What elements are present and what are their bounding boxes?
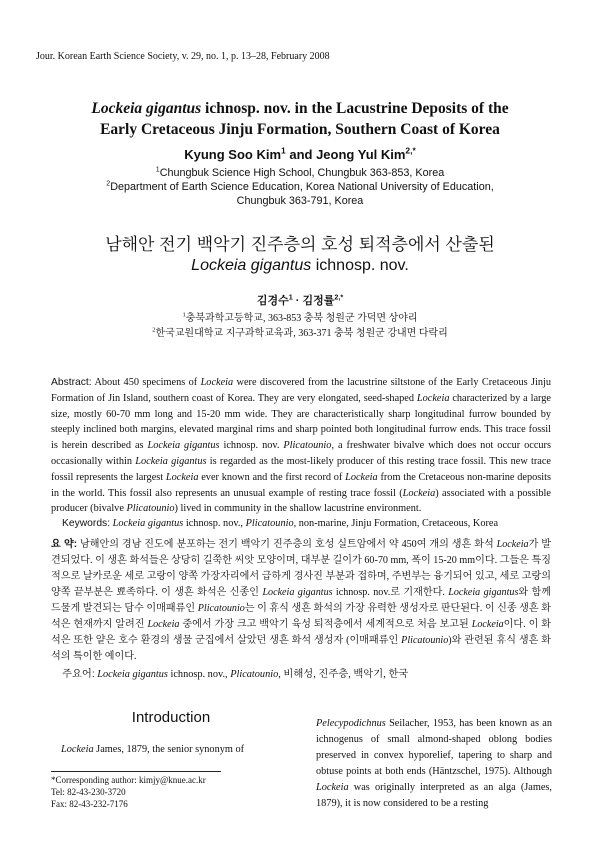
korean-keywords-italic-1: Lockeia gigantus bbox=[97, 669, 168, 680]
korean-affiliation-1-sup: 1 bbox=[182, 311, 186, 319]
title-species: Lockeia gigantus bbox=[91, 100, 202, 117]
right-column-text bbox=[316, 716, 552, 812]
author-2-sup: 2,* bbox=[405, 145, 416, 156]
affiliation-1-text: Chungbuk Science High School, Chungbuk 363-853, Korea bbox=[159, 167, 445, 179]
korean-abstract-text-4: 와 함께 드물게 발견되는 담수 이매패류인 bbox=[51, 587, 552, 614]
abstract-label: Abstract: bbox=[51, 377, 92, 388]
korean-keywords-text-1: ichnosp. nov., bbox=[167, 669, 231, 680]
abstract-text-10: ) lived in community in the shallow lacustrine environment. bbox=[174, 503, 422, 515]
right-column-italic-1: Pelecypodichnus bbox=[316, 718, 386, 729]
abstract-text-8: from the Cretaceous non-marine deposits in the world. This fossil also represents an unusual example of resting trace fossil ( bbox=[51, 471, 551, 499]
affiliation-2-text: Department of Earth Science Education, Korea National University of Education, bbox=[110, 181, 494, 193]
korean-abstract-italic-1: Lockeia bbox=[496, 539, 529, 550]
korean-abstract-italic-2: Lockeia gigantus bbox=[262, 587, 333, 598]
abstract-italic-7: Lockeia bbox=[345, 471, 378, 483]
abstract-italic-3: Lockeia gigantus bbox=[147, 440, 220, 452]
introduction-heading: Introduction bbox=[131, 709, 211, 726]
right-column-text-1: Seilacher, 1953, has been known as an ichnogenus of small almond-shaped oblong bodies preserved in convex hyporelief, tapering to sharp and obtuse points at both ends (Häntzschel, 1975). Although bbox=[316, 718, 552, 777]
korean-abstract bbox=[51, 537, 551, 665]
contact-fax: Fax: 82-43-232-7176 bbox=[51, 799, 128, 809]
affiliation-2 bbox=[36, 180, 564, 194]
korean-abstract-text-2: 가 발견되었다. 이 생흔 화석들은 상당히 길쭉한 씨앗 모양이며, 대부분 길이가 60-70 mm, 폭이 15-20 mm이다. 그들은 특징적으로 날카로운 세로 고랑이 양쪽 가장자리에서 급하게 경사진 부분과 접하며, 주변부는 융기되어 있고, 세로 고랑의 양쪽 끝부분은 뾰족하다. 이 생흔 화석은 신종인 bbox=[51, 539, 552, 598]
korean-affiliation-2 bbox=[36, 326, 564, 341]
title-line-2: Early Cretaceous Jinju Formation, Southern Coast of Korea bbox=[100, 121, 500, 138]
introduction-text-1: James, 1879, the senior synonym of bbox=[93, 744, 245, 755]
korean-affiliation-1 bbox=[36, 311, 564, 326]
contact-tel: Tel: 82-43-230-3720 bbox=[51, 787, 126, 797]
paper-title bbox=[36, 98, 564, 140]
footnote-divider bbox=[51, 771, 221, 772]
korean-title-species: Lockeia gigantus bbox=[191, 257, 312, 274]
korean-author-2-sup: 2,* bbox=[334, 293, 344, 302]
affiliation-2-sup: 2 bbox=[106, 180, 111, 188]
korean-author-2: 김정률 bbox=[302, 295, 335, 307]
korean-keywords-label: 주요어: bbox=[62, 669, 95, 680]
keywords-text-1: ichnosp. nov., bbox=[183, 518, 246, 529]
title-line-1 bbox=[36, 98, 564, 119]
abstract-text-7: ever known and the first record of bbox=[198, 471, 346, 483]
abstract-italic-1: Lockeia bbox=[200, 377, 234, 388]
abstract-text-4: ichnosp. nov. bbox=[219, 440, 284, 452]
affiliation-1-sup: 1 bbox=[155, 166, 160, 174]
korean-abstract-italic-5: Lockeia bbox=[147, 619, 180, 630]
contact-email: *Corresponding author: kimjy@knue.ac.kr bbox=[51, 775, 206, 785]
abstract-italic-8: Lockeia bbox=[402, 487, 436, 499]
korean-abstract-text-3: ichnosp. nov.로 기재한다. bbox=[332, 587, 449, 598]
author-and: and bbox=[285, 147, 317, 162]
title-line-1-rest: ichnosp. nov. in the Lacustrine Deposits of the bbox=[201, 100, 509, 117]
author-1-sup: 1 bbox=[281, 145, 286, 156]
keywords-italic-2: Plicatounio bbox=[245, 518, 294, 529]
korean-abstract-italic-7: Plicatounio bbox=[401, 635, 449, 646]
korean-title-line-1: 남해안 전기 백악기 진주층의 호성 퇴적층에서 산출된 bbox=[105, 235, 495, 254]
keywords-label: Keywords: bbox=[62, 518, 111, 529]
korean-authors bbox=[36, 292, 564, 308]
right-column-paragraph bbox=[316, 716, 552, 812]
korean-title-rest: ichnosp. nov. bbox=[311, 257, 409, 274]
korean-title-line-2 bbox=[36, 255, 564, 276]
abstract-italic-5: Lockeia gigantus bbox=[135, 455, 207, 467]
korean-author-sep: · bbox=[292, 295, 303, 307]
abstract-text-2: were discovered from the lacustrine siltstone of the Early Cretaceous Jinju Formation of Jin Island, southern coast of Korea. They are very elongated, seed-shaped bbox=[51, 377, 552, 404]
abstract-italic-2: Lockeia bbox=[416, 392, 450, 404]
abstract-text-9: ) associated with a possible producer (bivalve bbox=[51, 487, 551, 515]
journal-citation: Jour. Korean Earth Science Society, v. 29, no. 1, p. 13–28, February 2008 bbox=[36, 51, 330, 62]
right-column-text-2: was originally interpreted as an alga (James, 1879), it is now considered to be a resting bbox=[316, 782, 552, 809]
abstract-text-3: characterized by a large size, mostly 60-70 mm long and 15-20 mm wide. They are characteristically sharp longitudinal furrow bounded by steeply inclined both margins, elevated marginal rims and sharp pointed both longitudinal furrow ends. This trace fossil is herein described as bbox=[51, 392, 551, 452]
abstract-italic-9: Plicatounio bbox=[126, 503, 175, 515]
korean-abstract-italic-4: Plicatounio bbox=[197, 603, 245, 614]
keywords bbox=[62, 516, 552, 531]
korean-affiliation-2-text: 한국교원대학교 지구과학교육과, 363-371 충북 청원군 강내면 다락리 bbox=[155, 328, 448, 339]
korean-abstract-text-5: 는 이 휴식 생흔 화석의 가장 유력한 생성자로 판단된다. 이 신종 생흔 화석은 현재까지 알려진 bbox=[51, 603, 551, 630]
authors bbox=[36, 147, 564, 162]
abstract-text-5: , a freshwater bivalve which does not occur occurs occasionally within bbox=[51, 440, 551, 467]
keywords-italic-1: Lockeia gigantus bbox=[112, 518, 184, 529]
korean-keywords-italic-2: Plicatounio bbox=[230, 669, 279, 680]
contact-footnote bbox=[51, 774, 206, 810]
introduction-italic-1: Lockeia bbox=[61, 744, 94, 755]
korean-abstract-italic-3: Lockeia gigantus bbox=[448, 587, 519, 598]
right-column-italic-2: Lockeia bbox=[316, 782, 349, 793]
introduction-paragraph bbox=[61, 742, 291, 758]
author-2: Jeong Yul Kim bbox=[316, 147, 406, 162]
abstract-italic-4: Plicatounio bbox=[283, 440, 332, 452]
korean-abstract-italic-6: Lockeia bbox=[471, 619, 504, 630]
korean-abstract-text-7: 이다. 이 화석은 또한 얕은 호수 환경의 생물 군집에서 살았던 생흔 화석 생성자 (이매패류인 bbox=[51, 619, 552, 646]
korean-abstract-text-1: 남해안의 경남 진도에 분포하는 전기 백악기 진주층의 호성 실트암에서 약 450여 개의 생흔 화석 bbox=[77, 539, 497, 550]
korean-affiliation-1-text: 충북과학고등학교, 363-853 충북 청원군 가덕면 상야리 bbox=[185, 313, 418, 324]
korean-author-1-sup: 1 bbox=[288, 293, 293, 302]
korean-affiliation-2-sup: 2 bbox=[152, 326, 156, 334]
korean-abstract-text-6: 중에서 가장 크고 백악기 육성 퇴적층에서 세계적으로 처음 보고된 bbox=[179, 619, 472, 630]
korean-title bbox=[36, 234, 564, 276]
korean-author-1: 김경수 bbox=[256, 295, 289, 307]
abstract-italic-6: Lockeia bbox=[165, 471, 199, 483]
affiliation-3: Chungbuk 363-791, Korea bbox=[236, 195, 364, 207]
author-1: Kyung Soo Kim bbox=[184, 147, 282, 162]
keywords-text-2: , non-marine, Jinju Formation, Cretaceous, Korea bbox=[293, 518, 499, 529]
abstract bbox=[51, 375, 551, 517]
korean-keywords bbox=[62, 665, 552, 680]
korean-abstract-label: 요 약: bbox=[51, 539, 78, 550]
affiliations bbox=[36, 166, 564, 208]
korean-affiliations bbox=[36, 311, 564, 341]
affiliation-1 bbox=[36, 166, 564, 180]
korean-abstract-text-8: )와 관련된 휴식 생흔 화석의 특이한 예이다. bbox=[51, 635, 551, 662]
korean-keywords-text-2: , 비해성, 진주층, 백악기, 한국 bbox=[278, 669, 409, 680]
abstract-text-1: About 450 specimens of bbox=[91, 377, 201, 388]
abstract-text-6: is regarded as the most-likely producer of this resting trace fossil. This new trace fossil represents the largest bbox=[51, 455, 552, 483]
